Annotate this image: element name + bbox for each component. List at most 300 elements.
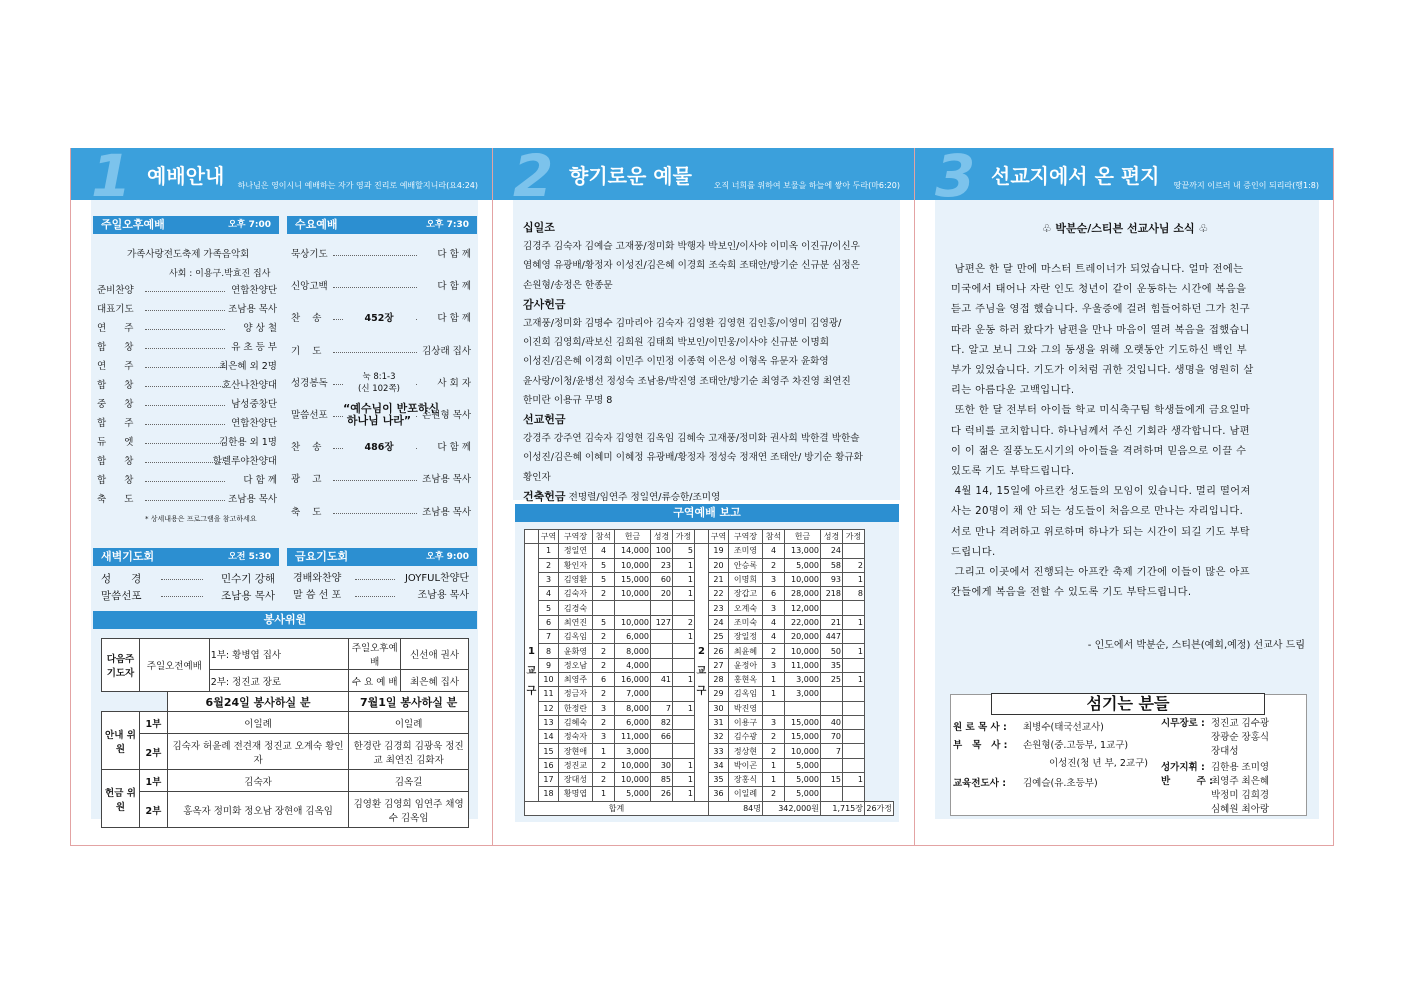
sunday-pm-bar [93,216,279,234]
report-cell: 16 [539,758,559,772]
report-cell [843,715,865,729]
program-row [291,473,471,487]
leader-dots [145,481,225,482]
report-cell: 14,000 [615,544,651,558]
report-cell: 2 [593,644,615,658]
program-person: 연합찬양단 [231,418,277,429]
report-header-cell: 구역 [709,530,729,544]
friday-bar [287,548,477,566]
dawn-bar [93,548,279,566]
report-cell: 1 [763,758,785,772]
report-cell: 김경숙 [559,601,593,615]
offering-names: 황인자 [523,471,551,483]
report-cell: 85 [651,773,673,787]
district-label: 2 교 구 [695,544,709,801]
report-cell: 26 [651,787,673,801]
report-cell: 18 [539,787,559,801]
report-cell: 2 [763,787,785,801]
offering-names: 이성진/김은혜 이혜미 이혜정 유광배/황정자 정성숙 정재연 조태안/ 방기순 황규화 [523,452,863,464]
report-cell: 2 [593,658,615,672]
report-cell: 2 [593,758,615,772]
report-row [525,558,894,572]
total-amount: 342,000원 [763,801,821,815]
report-cell: 28 [709,672,729,686]
report-cell [673,687,695,701]
program-person: 할렐루야찬양대 [212,456,277,467]
program-person: 민수기 강해 [220,573,275,585]
staff-elder-value: 최병수(태국선교사) [1023,722,1104,733]
report-cell: 10,000 [785,644,821,658]
offering-names: 이진희 김영희/곽보신 김희원 김태희 박보인/이민웅/이사야 신규분 이명희 [523,337,830,349]
program-row [291,506,471,520]
report-cell: 30 [651,758,673,772]
program-detail: 452장 [343,312,415,326]
leader-dots [161,596,203,597]
report-cell: 장갑고 [729,587,763,601]
report-cell: 7,000 [615,687,651,701]
report-cell: 5 [539,601,559,615]
report-cell: 김수광 [729,730,763,744]
leader-dots [145,386,225,387]
program-person: 사 회 자 [437,377,471,389]
report-cell: 14 [539,730,559,744]
report-cell: 25 [709,630,729,644]
report-cell: 32 [709,730,729,744]
offering-panel [492,148,914,846]
report-cell [843,601,865,615]
staff-assoc-value-1: 손원형(중.고등부, 1교구) [1023,740,1129,751]
report-cell: 정금자 [559,687,593,701]
report-cell: 1 [763,773,785,787]
report-cell: 4,000 [615,658,651,672]
section-title: 선교지에서 온 편지 [991,164,1160,188]
report-cell: 1 [843,572,865,586]
report-row [525,715,894,729]
program-row [97,398,277,412]
report-cell: 24 [821,544,843,558]
report-cell: 최영주 [559,672,593,686]
report-cell: 6 [763,587,785,601]
program-note: * 상세내용은 프로그램을 참고하세요 [145,515,257,523]
report-header-cell: 헌금 [615,530,651,544]
report-cell: 3 [593,701,615,715]
letter-signature: - 인도에서 박분순, 스티븐(예회,예정) 선교사 드림 [1087,640,1305,651]
report-cell: 최연진 [559,615,593,629]
report-cell [651,630,673,644]
report-row [525,544,894,558]
report-cell: 35 [821,658,843,672]
report-cell: 6,000 [615,715,651,729]
report-cell: 안승록 [729,558,763,572]
program-role: 찬 송 [291,313,322,325]
report-cell: 4 [593,544,615,558]
leader-dots [145,405,225,406]
report-cell: 2 [763,744,785,758]
report-cell: 25 [821,672,843,686]
report-cell: 30 [709,701,729,715]
event-host: 사회 : 이용구.박효진 집사 [169,269,271,279]
sunday-pm-label: 주일오후예배 [101,218,165,231]
report-cell: 17 [539,773,559,787]
program-row [101,572,275,586]
report-header-cell: 구역 [539,530,559,544]
report-cell: 2 [843,558,865,572]
report-cell [673,601,695,615]
report-cell: 1 [673,630,695,644]
district-report-table [524,529,894,816]
report-cell: 6,000 [615,630,651,644]
program-role: 합 주 [97,418,134,429]
section-verse: 땅끝까지 이르러 내 증인이 되리라(행1:8) [1173,181,1319,190]
report-cell [651,687,673,701]
report-cell: 7 [539,630,559,644]
service-bar: 봉사위원 [93,611,477,629]
guide-p1: 1부 [139,712,167,734]
offer-p1: 1부 [139,770,167,792]
report-cell [843,658,865,672]
program-person: 조남용 목사 [422,506,471,518]
program-row [97,455,277,469]
program-person: 다 함 께 [437,281,471,293]
report-cell: 황인자 [559,558,593,572]
report-cell: 10 [539,672,559,686]
letter-heading: ♧ 박분순/스티븐 선교사님 소식 ♧ [1041,222,1209,235]
report-cell: 10,000 [615,587,651,601]
report-cell: 1 [673,773,695,787]
leader-dots [145,443,225,444]
report-cell: 조미숙 [729,615,763,629]
report-cell: 7 [821,744,843,758]
report-header-cell: 가정 [673,530,695,544]
report-cell: 5,000 [785,758,821,772]
report-cell: 박진영 [729,701,763,715]
report-cell: 8,000 [615,701,651,715]
guide-1b: 이일례 [349,712,469,734]
report-cell: 40 [821,715,843,729]
report-corner [525,530,539,544]
letter-line: 있도록 기도 부탁드립니다. [951,466,1075,478]
report-cell: 2 [593,587,615,601]
program-role: 합 창 [97,475,134,486]
program-row [97,379,277,393]
report-cell [843,730,865,744]
staff-choir-value: 김한용 조미영 [1211,762,1270,773]
letter-line: 칸들에게 복음을 전할 수 있도록 기도 부탁드립니다. [951,587,1192,599]
offering-names: 한미란 이용규 무명 8 [523,394,613,406]
program-row [97,474,277,488]
section-verse: 하나님은 영이시니 예배하는 자가 영과 진리로 예배할지니라(요4:24) [237,181,478,190]
offering-names: 이성진/김은혜 이경희 이민주 이민정 이종혁 이은성 이형옥 유문자 윤화영 [523,356,829,368]
report-cell: 1 [673,587,695,601]
report-cell: 10,000 [615,558,651,572]
program-detail: “예수님이 반포하신 하나님 나라” [343,402,440,427]
report-cell: 28,000 [785,587,821,601]
program-person: 손원형 목사 [422,410,471,421]
report-cell: 12 [539,701,559,715]
dawn-time: 오전 5:30 [228,552,271,562]
report-cell: 4 [763,544,785,558]
program-person: 조남용 목사 [228,304,277,315]
report-cell: 2 [673,615,695,629]
report-cell: 60 [651,572,673,586]
program-row [291,441,471,455]
report-row [525,672,894,686]
staff-assoc-value-2: 이성진(청 년 부, 2교구) [1049,758,1148,769]
report-cell: 127 [651,615,673,629]
report-cell: 70 [821,730,843,744]
report-cell: 11,000 [785,658,821,672]
report-cell: 82 [651,715,673,729]
report-cell: 오계숙 [729,601,763,615]
report-cell: 2 [763,644,785,658]
report-row [525,773,894,787]
report-cell [843,544,865,558]
report-cell: 50 [821,644,843,658]
offering-names: 염혜영 유광배/황정자 이성진/김은혜 이경희 조숙희 조태안/방기순 신규분 심정은 [523,260,860,272]
offer-1b: 김옥길 [349,770,469,792]
report-row [525,644,894,658]
report-cell: 3 [763,658,785,672]
guide-p2: 2부 [139,734,167,770]
report-cell: 15,000 [615,572,651,586]
report-cell: 11 [539,687,559,701]
report-cell: 9 [539,658,559,672]
report-total-row [525,801,894,815]
program-person: 김한용 외 1명 [219,437,277,448]
report-cell: 1 [673,701,695,715]
report-cell: 22,000 [785,615,821,629]
report-cell: 5,000 [615,787,651,801]
worship-header [71,148,492,200]
leader-dots [333,480,417,481]
program-detail: 눅 8:1-3 (신 102쪽) [343,371,415,395]
report-header-cell: 구역장 [729,530,763,544]
report-cell: 2 [593,715,615,729]
report-cell: 447 [821,630,843,644]
offer-p2: 2부 [139,792,167,828]
program-person: 조남용 목사 [228,494,277,505]
program-row [97,417,277,431]
report-cell: 2 [593,630,615,644]
section-title: 향기로운 예물 [569,164,692,188]
report-cell: 김옥임 [729,687,763,701]
offering-names: 강경주 강주연 김숙자 김영현 김옥임 김혜숙 고재풍/정미화 권사희 박한결 박한솔 [523,433,860,445]
report-cell [593,601,615,615]
report-cell: 정상현 [729,744,763,758]
report-cell: 장홍식 [729,773,763,787]
report-row [525,601,894,615]
report-cell: 3 [539,572,559,586]
program-role: 합 창 [97,380,134,391]
program-row [97,493,277,507]
report-cell: 1 [539,544,559,558]
report-cell [673,658,695,672]
staff-elder-label: 원 로 목 사 : [953,722,1007,733]
report-row [525,758,894,772]
report-cell: 15 [821,773,843,787]
section-number: 3 [935,148,974,200]
report-cell: 66 [651,730,673,744]
report-cell: 12,000 [785,601,821,615]
guide-2b: 한경란 김경희 김광욱 정진교 최연진 김화자 [349,734,469,770]
report-cell [615,601,651,615]
letter-line: 서로 만나 격려하고 위로하며 하나가 되는 시간이 되길 기도 부탁 [951,526,1251,538]
guide-1a: 이일례 [167,712,348,734]
report-cell: 21 [709,572,729,586]
total-label: 합계 [525,801,709,815]
report-cell: 홍현옥 [729,672,763,686]
sunday-pm-time: 오후 7:00 [228,220,271,230]
report-cell: 1 [843,615,865,629]
report-cell: 22 [709,587,729,601]
staff-accomp-1: 최영주 최은혜 [1211,776,1270,787]
program-role: 듀 엣 [97,437,134,448]
report-row [525,630,894,644]
report-cell: 41 [651,672,673,686]
report-cell: 이일례 [729,787,763,801]
offering-category: 감사헌금 [523,297,566,311]
report-cell: 5 [593,572,615,586]
program-role: 연 주 [97,361,134,372]
report-cell: 1 [673,572,695,586]
report-header-cell: 참석 [763,530,785,544]
report-cell: 10,000 [615,615,651,629]
staff-accomp-label: 반 주 : [1161,776,1213,787]
report-corner [695,530,709,544]
section-number: 2 [513,148,552,200]
report-cell: 29 [709,687,729,701]
leader-dots [145,424,225,425]
program-role: 신앙고백 [291,281,328,293]
letter-line: 따라 운동 하러 왔다가 남편을 만나 마음이 열려 복음을 접했습니 [951,324,1251,336]
report-cell: 1 [673,787,695,801]
report-cell: 93 [821,572,843,586]
letter-line: 부가 있었습니다. 기도가 이처럼 귀한 것입니다. 생명을 영원히 살 [951,365,1254,377]
program-role: 기 도 [291,345,322,357]
program-row [293,589,469,603]
leader-dots [355,579,395,580]
letter-line: 4월 14, 15일에 아르칸 성도들의 모임이 있습니다. 멀리 떨어져 [951,486,1251,498]
report-cell: 정진교 [559,758,593,772]
report-cell [673,730,695,744]
report-cell: 5,000 [785,787,821,801]
report-cell: 김혜숙 [559,715,593,729]
leader-dots [333,287,417,288]
district-label: 1 교 구 [525,544,539,801]
program-person: 다 함 께 [437,249,471,260]
report-cell [843,758,865,772]
leader-dots [333,255,417,256]
report-cell: 10,000 [615,758,651,772]
program-person: 조남용 목사 [422,474,471,486]
report-cell [843,744,865,758]
leader-dots [355,596,395,597]
letter-line: 또한 한 달 전부터 아이들 학교 미식축구팀 학생들에게 금요일마 [951,405,1251,417]
report-cell: 3,000 [785,672,821,686]
report-cell [843,701,865,715]
report-cell: 31 [709,715,729,729]
staff-choir-label: 성가지휘 : [1161,762,1205,773]
next-week-label: 다음주 기도자 [102,639,140,692]
dawn-label: 새벽기도회 [101,550,155,563]
report-cell: 16,000 [615,672,651,686]
program-row [101,589,275,603]
report-cell: 4 [763,615,785,629]
program-role: 준비찬양 [97,285,134,296]
report-cell: 장현애 [559,744,593,758]
report-cell: 3,000 [785,687,821,701]
report-cell: 장일정 [729,630,763,644]
program-person: 최은혜 외 2명 [219,361,277,372]
staff-accomp-2: 박정미 김희경 [1211,790,1270,801]
report-cell: 3 [763,601,785,615]
report-cell: 5,000 [785,558,821,572]
program-role: 대표기도 [97,304,134,315]
service-table [101,638,469,828]
report-cell [821,701,843,715]
report-cell [673,744,695,758]
friday-label: 금요기도회 [295,550,349,563]
program-row [97,322,277,336]
report-cell [651,644,673,658]
report-cell: 218 [821,587,843,601]
program-role: 찬 송 [291,442,322,454]
offering-category: 십일조 [523,221,555,234]
section-verse: 오직 너희를 위하여 보물을 하늘에 쌓아 두라(마6:20) [713,181,900,190]
program-role: 묵상기도 [291,249,328,260]
report-cell: 1 [593,744,615,758]
report-cell: 13 [539,715,559,729]
sun-am-2: 2부: 정진교 장로 [209,670,349,692]
report-row [525,658,894,672]
leader-dots [145,348,225,349]
report-cell: 김옥임 [559,630,593,644]
staff-elders-2: 장광순 장홍식 [1211,732,1270,743]
program-row [97,341,277,355]
staff-edu-label: 교육전도사 : [953,778,1006,789]
report-cell: 4 [539,587,559,601]
report-cell: 23 [709,601,729,615]
report-cell: 20,000 [785,630,821,644]
offering-names: 전명렬/임연주 정일연/류승한/조미영 [565,491,721,503]
report-cell: 김영환 [559,572,593,586]
program-person: 호산나찬양대 [221,380,277,391]
report-header-row [525,530,894,544]
staff-box [950,694,1307,816]
report-cell [651,658,673,672]
program-detail-2: (신 102쪽) [358,383,400,394]
sun-pm-value: 신선애 권사 [401,639,469,670]
program-person: 연합찬양단 [231,285,277,296]
staff-elders-label: 시무장로 : [1161,718,1205,729]
report-cell: 박이곤 [729,758,763,772]
program-row [291,248,471,262]
report-cell: 황명엽 [559,787,593,801]
report-cell: 3,000 [615,744,651,758]
report-cell: 13,000 [785,544,821,558]
report-cell [821,787,843,801]
sun-pm-label: 주일오후예배 [349,639,401,670]
report-cell: 21 [821,615,843,629]
report-cell [673,715,695,729]
week1-header: 6월24일 봉사하실 분 [167,692,348,712]
report-cell [843,630,865,644]
report-cell: 최윤혜 [729,644,763,658]
letter-body [951,260,1306,603]
program-row [293,572,469,586]
offering-category: 선교헌금 [523,413,566,427]
leader-dots [145,329,225,330]
